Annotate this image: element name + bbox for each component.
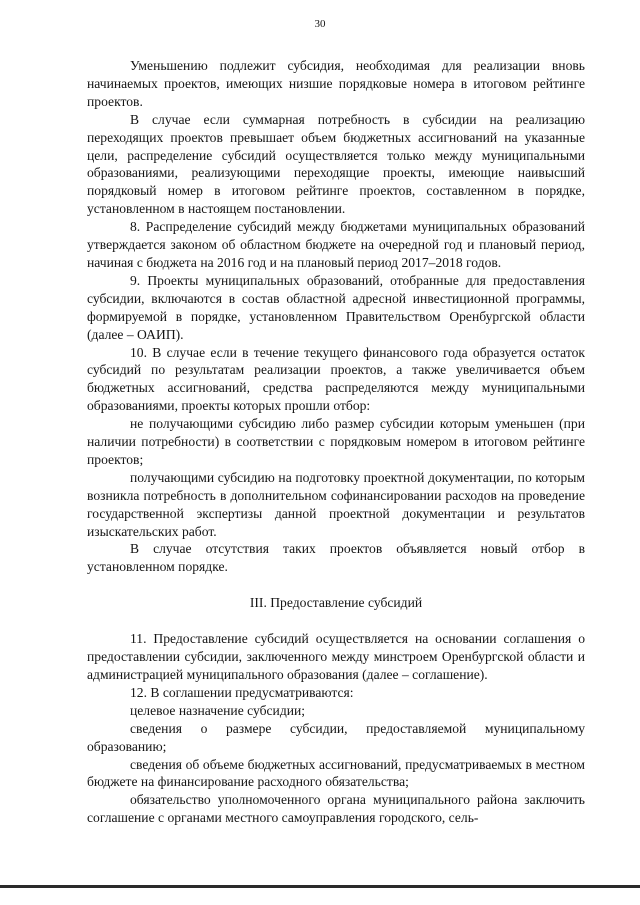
section-heading: III. Предоставление субсидий — [249, 595, 423, 611]
paragraph: целевое назначение субсидии; — [130, 702, 306, 718]
paragraph: 11. Предоставление субсидий осуществляется на основании соглашения о предоставлении субсидии, заключенного между минстроем Оренбургской области и администрацией муниципального образования (далее – соглашение). — [87, 631, 585, 682]
paragraph: получающими субсидию на подготовку проектной документации, по которым возникла потребность в дополнительном софинансировании расходов на проведение государственной экспертизы данной проектной документации и результатов изыскательских работ. — [87, 469, 585, 539]
paragraph: сведения об объеме бюджетных ассигнований, предусматриваемых в местном бюджете на финансирование расходного обязательства; — [87, 756, 585, 790]
paragraph: не получающими субсидию либо размер субсидии которым уменьшен (при наличии потребности) в соответствии с порядковым номером в итоговом рейтинге проектов; — [87, 416, 585, 467]
paragraph: 8. Распределение субсидий между бюджетами муниципальных образований утверждается законом об областном бюджете на очередной год и плановый период, начиная с бюджета на 2016 год и на плановый период 2017–2018 годов. — [87, 219, 585, 270]
page-number: 30 — [314, 18, 326, 30]
bottom-divider — [0, 885, 640, 888]
paragraph: 9. Проекты муниципальных образований, отобранные для предоставления субсидии, включаются в состав областной адресной инвестиционной программы, формируемой в порядке, установленном Правительством Оренбургской области (далее – ОАИП). — [87, 272, 585, 342]
paragraph: Уменьшению подлежит субсидия, необходимая для реализации вновь начинаемых проектов, имеющих низшие порядковые номера в итоговом рейтинге проектов. — [87, 58, 585, 109]
paragraph: сведения о размере субсидии, предоставляемой муниципальному образованию; — [87, 720, 585, 754]
paragraph: 12. В соглашении предусматриваются: — [130, 684, 354, 700]
paragraph: 10. В случае если в течение текущего финансового года образуется остаток субсидий по результатам реализации проектов, а также увеличивается объем бюджетных ассигнований, средства распределяются между муниципальными образованиями, проекты которых прошли отбор: — [87, 344, 585, 414]
paragraph: В случае если суммарная потребность в субсидии на реализацию переходящих проектов превышает объем бюджетных ассигнований на указанные цели, распределение субсидий осуществляется только между муниципальными образованиями, реализующими переходящие проекты, имеющие наивысший порядковый номер в итоговом рейтинге проектов, составленном в порядке, установленном в настоящем постановлении. — [87, 111, 585, 217]
paragraph: В случае отсутствия таких проектов объявляется новый отбор в установленном порядке. — [87, 541, 585, 575]
document-body — [87, 57, 585, 827]
paragraph: обязательство уполномоченного органа муниципального района заключить соглашение с органами местного самоуправления городского, сель- — [87, 792, 585, 826]
